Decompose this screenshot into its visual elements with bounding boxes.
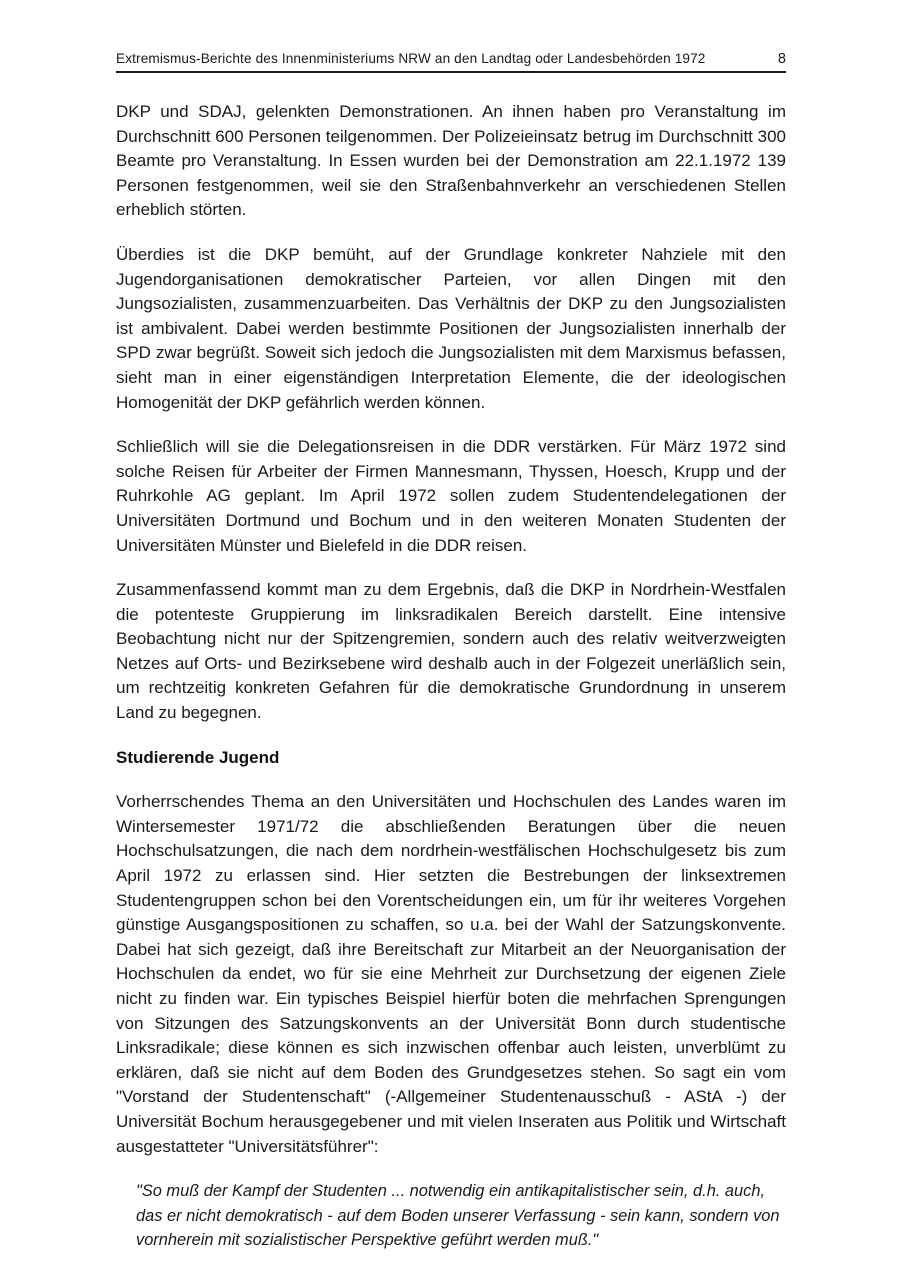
document-body — [116, 100, 786, 1253]
section-heading-studierende-jugend: Studierende Jugend — [116, 747, 280, 767]
page-header — [116, 50, 786, 68]
body-paragraph-5: Vorherrschendes Thema an den Universitäten und Hochschulen des Landes waren im Wintersemester 1971/72 die abschließenden Beratungen über die neuen Hochschulsatzungen, die nach dem nordrhein-westfälischen Hochschulgesetz bis zum April 1972 zu erlassen sind. Hier setzten die Bestrebungen der linksextremen Studentengruppen schon bei den Vorentscheidungen ein, um für ihr weiteres Vorgehen günstige Ausgangspositionen zu schaffen, so u.a. bei der Wahl der Satzungskonvente. Dabei hat sich gezeigt, daß ihre Bereitschaft zur Mitarbeit an der Neuorganisation der Hochschulen da endet, wo für sie eine Mehrheit zur Durchsetzung der eigenen Ziele nicht zu finden war. Ein typisches Beispiel hierfür boten die mehrfachen Sprengungen von Sitzungen des Satzungskonvents an der Universität Bonn durch studentische Linksradikale; diese können es sich inzwischen offenbar auch leisten, unverblümt zu erklären, daß sie nicht auf dem Boden des Grundgesetzes stehen. So sagt ein vom "Vorstand der Studentenschaft" (-Allgemeiner Studentenausschuß - AStA -) der Universität Bochum herausgegebener und mit vielen Inseraten aus Politik und Wirtschaft ausgestatteter "Universitätsführer": — [116, 792, 786, 1156]
body-paragraph-3: Schließlich will sie die Delegationsreisen in die DDR verstärken. Für März 1972 sind solche Reisen für Arbeiter der Firmen Mannesmann, Thyssen, Hoesch, Krupp und der Ruhrkohle AG geplant. Im April 1972 sollen zudem Studentendelegationen der Universitäten Dortmund und Bochum und in den weiteren Monaten Studenten der Universitäten Münster und Bielefeld in die DDR reisen. — [116, 437, 786, 555]
blockquote-text: "So muß der Kampf der Studenten ... notwendig ein antikapitalistischer sein, d.h. auch, das er nicht demokratisch - auf dem Boden unserer Verfassung - sein kann, sondern von vornherein mit sozialistischer Perspektive geführt werden muß." — [136, 1182, 780, 1250]
body-paragraph-2: Überdies ist die DKP bemüht, auf der Grundlage konkreter Nahziele mit den Jugendorganisationen demokratischer Parteien, vor allen Dingen mit den Jungsozialisten, zusammenzuarbeiten. Das Verhältnis der DKP zu den Jungsozialisten ist ambivalent. Dabei werden bestimmte Positionen der Jungsozialisten innerhalb der SPD zwar begrüßt. Soweit sich jedoch die Jungsozialisten mit dem Marxismus befassen, sieht man in einer eigenständigen Interpretation Elemente, die der ideologischen Homogenität der DKP gefährlich werden können. — [116, 244, 786, 412]
body-paragraph-4: Zusammenfassend kommt man zu dem Ergebnis, daß die DKP in Nordrhein-Westfalen die potenteste Gruppierung im linksradikalen Bereich darstellt. Eine intensive Beobachtung nicht nur der Spitzengremien, sondern auch des relativ weitverzweigten Netzes auf Orts- und Bezirksebene wird deshalb auch in der Folgezeit unerläßlich sein, um rechtzeitig konkreten Gefahren für die demokratische Grundordnung in unserem Land zu begegnen. — [116, 580, 786, 723]
page-number: 8 — [777, 51, 786, 67]
blockquote — [136, 1179, 784, 1253]
header-divider — [116, 71, 786, 73]
body-paragraph-1: DKP und SDAJ, gelenkten Demonstrationen. An ihnen haben pro Veranstaltung im Durchschnitt 600 Personen teilgenommen. Der Polizeieinsatz betrug im Durchschnitt 300 Beamte pro Veranstaltung. In Essen wurden bei der Demonstration am 22.1.1972 139 Personen festgenommen, weil sie den Straßenbahnverkehr an verschiedenen Stellen erheblich störten. — [116, 102, 786, 220]
header-title: Extremismus-Berichte des Innenministeriums NRW an den Landtag oder Landesbehörden 1972 — [116, 51, 706, 66]
